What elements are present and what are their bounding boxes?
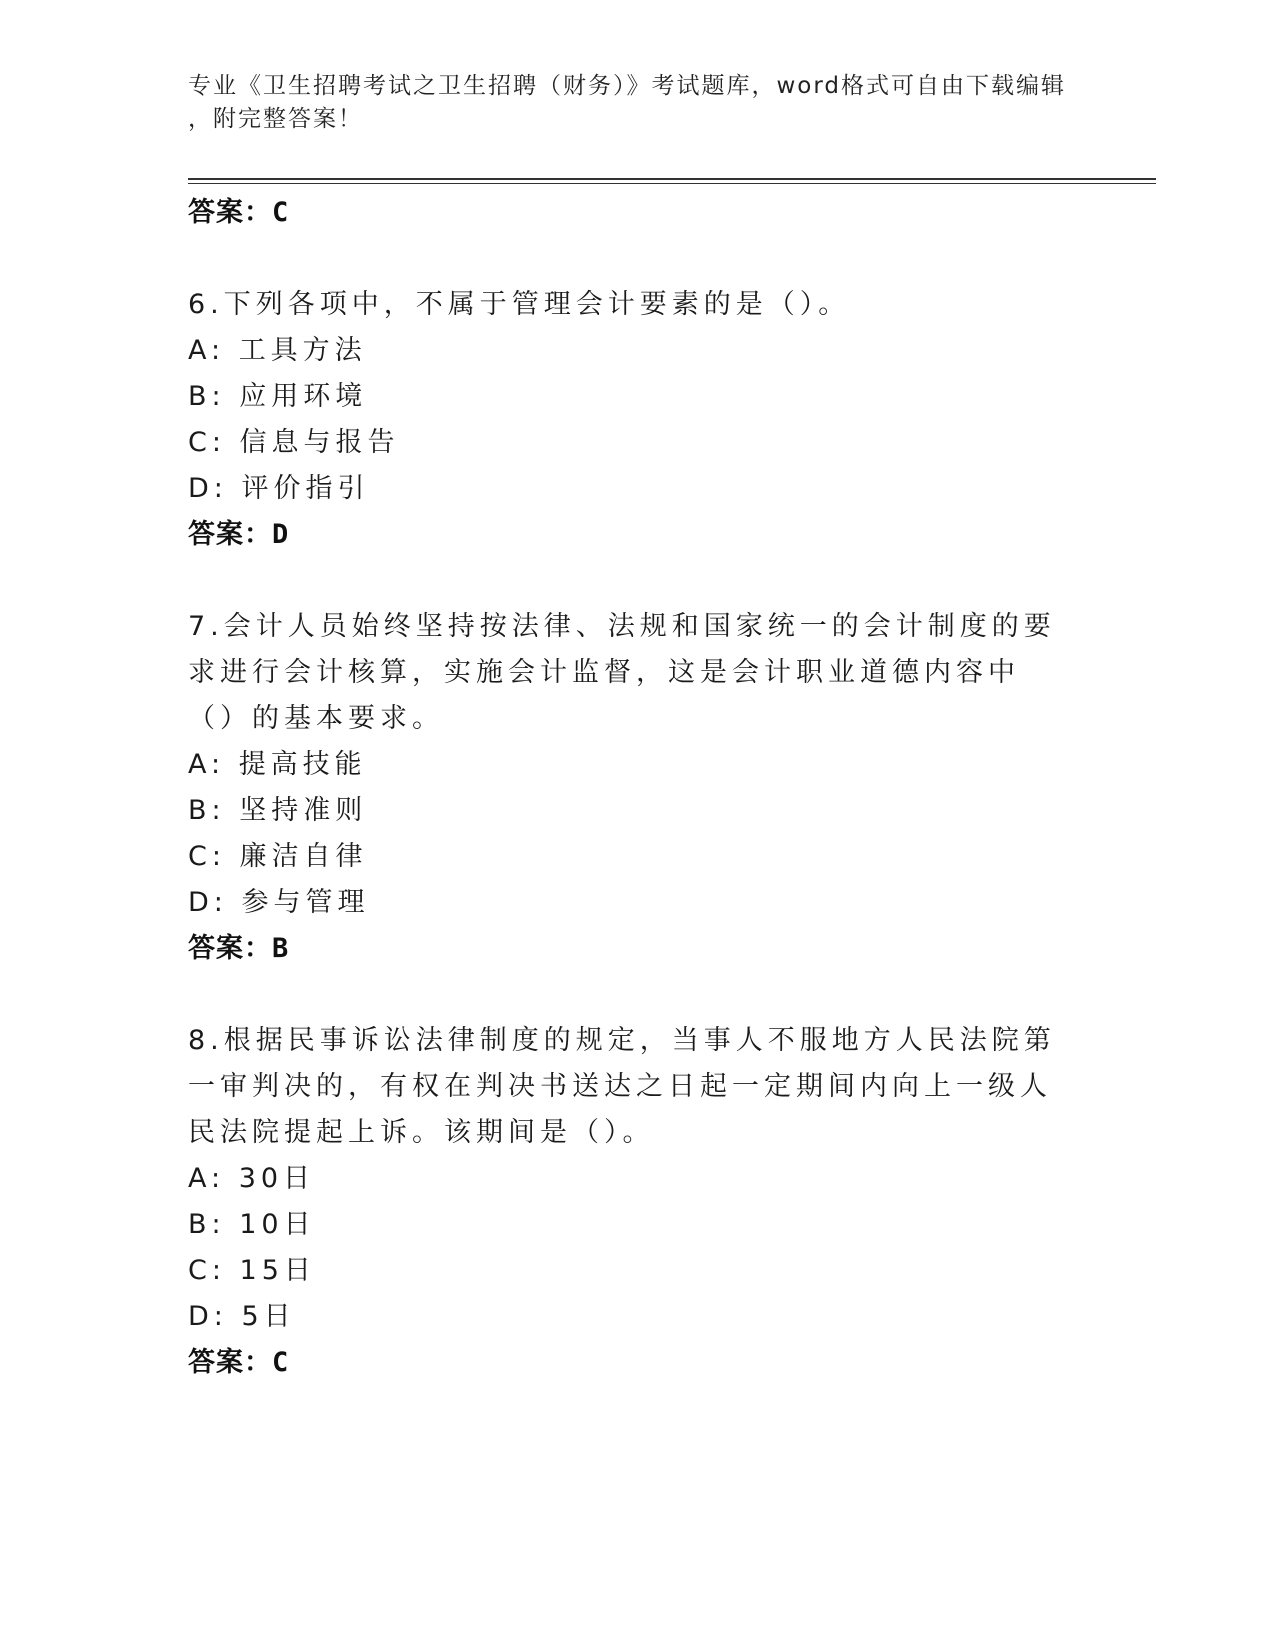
answer-label: 答案： (188, 933, 272, 964)
option-text: 评价指引 (241, 473, 370, 504)
header-line-1: 专业《卫生招聘考试之卫生招聘（财务）》考试题库，word格式可自由下载编辑 (188, 73, 1067, 99)
option-text: 坚持准则 (239, 795, 368, 826)
option-key: C: (188, 1255, 226, 1286)
question-8 (188, 1018, 1068, 1386)
answer-prev (188, 190, 1068, 236)
option-a (188, 328, 1068, 374)
question-number: 6. (188, 289, 224, 320)
option-key: A: (188, 749, 226, 780)
option-d (188, 466, 1068, 512)
option-key: D: (188, 1301, 228, 1332)
option-key: B: (188, 795, 226, 826)
answer-value: B (272, 933, 290, 964)
option-text: 30日 (238, 1163, 316, 1194)
option-key: D: (188, 473, 228, 504)
answer (188, 512, 1068, 558)
option-b (188, 1202, 1068, 1248)
question-stem (188, 604, 1068, 742)
answer (188, 1340, 1068, 1386)
option-text: 参与管理 (241, 887, 370, 918)
answer (188, 926, 1068, 972)
option-b (188, 788, 1068, 834)
option-text: 5日 (241, 1301, 296, 1332)
answer-value: C (272, 197, 290, 228)
option-c (188, 834, 1068, 880)
option-key: B: (188, 1209, 226, 1240)
header-rule-thin (188, 183, 1156, 184)
header-line-2: ，附完整答案！ (188, 106, 363, 132)
option-d (188, 880, 1068, 926)
option-key: A: (188, 335, 226, 366)
answer-label: 答案： (188, 519, 272, 550)
option-text: 10日 (239, 1209, 316, 1240)
option-key: C: (188, 427, 226, 458)
answer-value: D (272, 519, 290, 550)
question-text: 会计人员始终坚持按法律、法规和国家统一的会计制度的要求进行会计核算，实施会计监督，这是会计职业道德内容中（）的基本要求。 (188, 611, 1056, 734)
option-key: D: (188, 887, 228, 918)
option-b (188, 374, 1068, 420)
option-c (188, 1248, 1068, 1294)
option-text: 15日 (239, 1255, 316, 1286)
header-rule-thick (188, 178, 1156, 180)
answer-label: 答案： (188, 197, 272, 228)
question-number: 8. (188, 1025, 224, 1056)
question-stem (188, 282, 1068, 328)
document-body (188, 190, 1068, 1386)
option-text: 信息与报告 (239, 427, 400, 458)
question-text: 下列各项中，不属于管理会计要素的是（）。 (223, 289, 851, 320)
answer-value: C (272, 1347, 290, 1378)
option-text: 工具方法 (238, 335, 367, 366)
option-d (188, 1294, 1068, 1340)
option-c (188, 420, 1068, 466)
option-a (188, 742, 1068, 788)
option-a (188, 1156, 1068, 1202)
option-key: A: (188, 1163, 226, 1194)
option-text: 提高技能 (238, 749, 367, 780)
option-text: 廉洁自律 (239, 841, 368, 872)
answer-label: 答案： (188, 1347, 272, 1378)
question-number: 7. (188, 611, 224, 642)
option-key: C: (188, 841, 226, 872)
option-key: B: (188, 381, 226, 412)
document-header (188, 70, 1068, 136)
question-text: 根据民事诉讼法律制度的规定，当事人不服地方人民法院第一审判决的，有权在判决书送达之日起一定期间内向上一级人民法院提起上诉。该期间是（）。 (188, 1025, 1056, 1148)
option-text: 应用环境 (239, 381, 368, 412)
question-stem (188, 1018, 1068, 1156)
question-6 (188, 282, 1068, 558)
question-7 (188, 604, 1068, 972)
